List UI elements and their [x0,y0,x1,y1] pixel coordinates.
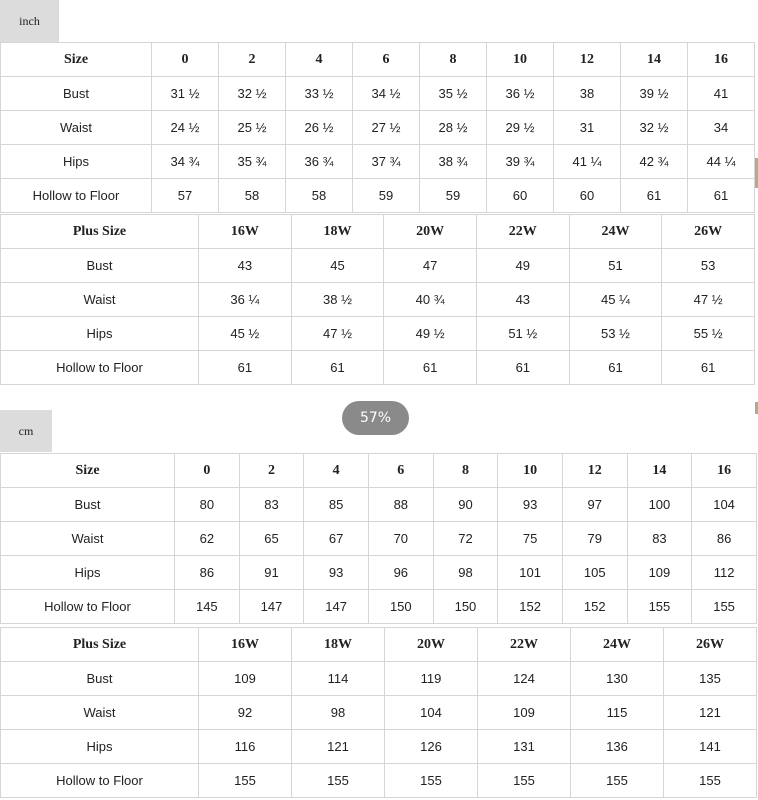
measurement-cell: 131 [478,730,571,764]
row-label: Hips [1,317,199,351]
measurement-cell: 141 [664,730,757,764]
measurement-cell: 34 ½ [353,77,420,111]
measurement-cell: 35 ½ [420,77,487,111]
column-header-size: 22W [478,628,571,662]
table-row [1,317,755,351]
measurement-cell: 60 [487,179,554,213]
measurement-cell: 155 [664,764,757,798]
measurement-cell: 37 ¾ [353,145,420,179]
measurement-cell: 85 [304,488,369,522]
inch-plus-size-table [0,214,755,385]
measurement-cell: 79 [562,522,627,556]
column-header-size: 26W [664,628,757,662]
measurement-cell: 45 ½ [199,317,292,351]
measurement-cell: 155 [478,764,571,798]
measurement-cell: 36 ¾ [286,145,353,179]
measurement-cell: 61 [199,351,292,385]
measurement-cell: 41 ¼ [554,145,621,179]
column-header-size: 18W [292,628,385,662]
measurement-cell: 51 ½ [476,317,569,351]
row-label: Hips [1,145,152,179]
column-header-size: 14 [621,43,688,77]
row-label: Hollow to Floor [1,179,152,213]
measurement-cell: 98 [292,696,385,730]
measurement-cell: 38 [554,77,621,111]
measurement-cell: 91 [239,556,304,590]
column-header-size: 12 [554,43,621,77]
measurement-cell: 34 ¾ [152,145,219,179]
column-header-size: 2 [219,43,286,77]
measurement-cell: 24 ½ [152,111,219,145]
measurement-cell: 116 [199,730,292,764]
column-header-size: 10 [487,43,554,77]
measurement-cell: 114 [292,662,385,696]
row-label: Waist [1,696,199,730]
measurement-cell: 155 [692,590,757,624]
row-label: Bust [1,488,175,522]
table-row [1,764,757,798]
measurement-cell: 51 [569,249,662,283]
table-row [1,145,755,179]
column-header-size: 8 [433,454,498,488]
table-row [1,77,755,111]
measurement-cell: 40 ¾ [384,283,477,317]
measurement-cell: 34 [688,111,755,145]
measurement-cell: 104 [385,696,478,730]
row-label: Hollow to Floor [1,351,199,385]
measurement-cell: 109 [478,696,571,730]
measurement-cell: 150 [433,590,498,624]
measurement-cell: 36 ¼ [199,283,292,317]
measurement-cell: 61 [476,351,569,385]
measurement-cell: 67 [304,522,369,556]
inch-standard-size-table [0,42,755,213]
column-header-size: 20W [385,628,478,662]
measurement-cell: 29 ½ [487,111,554,145]
table-row [1,351,755,385]
measurement-cell: 59 [420,179,487,213]
row-label: Waist [1,111,152,145]
measurement-cell: 130 [571,662,664,696]
measurement-cell: 135 [664,662,757,696]
measurement-cell: 115 [571,696,664,730]
measurement-cell: 45 ¼ [569,283,662,317]
measurement-cell: 32 ½ [219,77,286,111]
measurement-cell: 83 [239,488,304,522]
column-header-size: 4 [286,43,353,77]
measurement-cell: 61 [291,351,384,385]
row-label: Bust [1,249,199,283]
table-row [1,590,757,624]
measurement-cell: 101 [498,556,563,590]
measurement-cell: 112 [692,556,757,590]
measurement-cell: 152 [562,590,627,624]
measurement-cell: 61 [384,351,477,385]
measurement-cell: 121 [664,696,757,730]
measurement-cell: 44 ¼ [688,145,755,179]
measurement-cell: 124 [478,662,571,696]
measurement-cell: 53 ½ [569,317,662,351]
measurement-cell: 75 [498,522,563,556]
measurement-cell: 152 [498,590,563,624]
measurement-cell: 62 [175,522,240,556]
column-header-label: Size [1,43,152,77]
measurement-cell: 104 [692,488,757,522]
measurement-cell: 42 ¾ [621,145,688,179]
measurement-cell: 39 ¾ [487,145,554,179]
table-row [1,556,757,590]
table-row [1,662,757,696]
measurement-cell: 105 [562,556,627,590]
table-row [1,179,755,213]
measurement-cell: 155 [571,764,664,798]
column-header-size: 16 [688,43,755,77]
column-header-size: 8 [420,43,487,77]
measurement-cell: 155 [199,764,292,798]
column-header-size: 26W [662,215,755,249]
table-row [1,283,755,317]
column-header-size: 18W [291,215,384,249]
measurement-cell: 61 [662,351,755,385]
column-header-size: 24W [569,215,662,249]
row-label: Hollow to Floor [1,764,199,798]
table-header-row [1,43,755,77]
measurement-cell: 32 ½ [621,111,688,145]
cm-standard-size-table [0,453,757,624]
measurement-cell: 150 [368,590,433,624]
column-header-size: 16W [199,215,292,249]
measurement-cell: 53 [662,249,755,283]
measurement-cell: 57 [152,179,219,213]
measurement-cell: 41 [688,77,755,111]
column-header-size: 6 [368,454,433,488]
measurement-cell: 92 [199,696,292,730]
row-label: Waist [1,522,175,556]
measurement-cell: 31 [554,111,621,145]
measurement-cell: 155 [627,590,692,624]
measurement-cell: 26 ½ [286,111,353,145]
row-label: Hips [1,730,199,764]
measurement-cell: 43 [199,249,292,283]
column-header-size: 24W [571,628,664,662]
column-header-size: 4 [304,454,369,488]
table-row [1,249,755,283]
measurement-cell: 60 [554,179,621,213]
measurement-cell: 97 [562,488,627,522]
measurement-cell: 100 [627,488,692,522]
measurement-cell: 155 [292,764,385,798]
measurement-cell: 109 [627,556,692,590]
zoom-level-badge: 57% [342,401,409,435]
column-header-label: Plus Size [1,628,199,662]
measurement-cell: 49 ½ [384,317,477,351]
row-label: Hips [1,556,175,590]
measurement-cell: 38 ½ [291,283,384,317]
table-header-row [1,454,757,488]
measurement-cell: 121 [292,730,385,764]
measurement-cell: 90 [433,488,498,522]
table-row [1,111,755,145]
measurement-cell: 83 [627,522,692,556]
measurement-cell: 27 ½ [353,111,420,145]
table-header-row [1,215,755,249]
row-label: Waist [1,283,199,317]
column-header-size: 2 [239,454,304,488]
measurement-cell: 47 [384,249,477,283]
measurement-cell: 25 ½ [219,111,286,145]
column-header-size: 12 [562,454,627,488]
table-row [1,488,757,522]
table-row [1,730,757,764]
measurement-cell: 136 [571,730,664,764]
measurement-cell: 65 [239,522,304,556]
table-header-row [1,628,757,662]
column-header-size: 16 [692,454,757,488]
measurement-cell: 61 [621,179,688,213]
measurement-cell: 98 [433,556,498,590]
cm-plus-size-table [0,627,757,798]
measurement-cell: 86 [175,556,240,590]
measurement-cell: 61 [569,351,662,385]
measurement-cell: 45 [291,249,384,283]
column-header-size: 0 [175,454,240,488]
column-header-size: 6 [353,43,420,77]
measurement-cell: 72 [433,522,498,556]
measurement-cell: 49 [476,249,569,283]
measurement-cell: 119 [385,662,478,696]
measurement-cell: 43 [476,283,569,317]
column-header-size: 0 [152,43,219,77]
row-label: Hollow to Floor [1,590,175,624]
measurement-cell: 28 ½ [420,111,487,145]
measurement-cell: 61 [688,179,755,213]
measurement-cell: 93 [498,488,563,522]
column-header-size: 14 [627,454,692,488]
measurement-cell: 31 ½ [152,77,219,111]
measurement-cell: 96 [368,556,433,590]
table-row [1,696,757,730]
measurement-cell: 93 [304,556,369,590]
measurement-cell: 36 ½ [487,77,554,111]
measurement-cell: 59 [353,179,420,213]
column-header-label: Size [1,454,175,488]
measurement-cell: 58 [286,179,353,213]
column-header-label: Plus Size [1,215,199,249]
column-header-size: 22W [476,215,569,249]
measurement-cell: 35 ¾ [219,145,286,179]
measurement-cell: 33 ½ [286,77,353,111]
measurement-cell: 58 [219,179,286,213]
measurement-cell: 86 [692,522,757,556]
measurement-cell: 47 ½ [662,283,755,317]
column-header-size: 16W [199,628,292,662]
column-header-size: 20W [384,215,477,249]
measurement-cell: 55 ½ [662,317,755,351]
inch-tab[interactable]: inch [0,0,59,42]
measurement-cell: 70 [368,522,433,556]
table-row [1,522,757,556]
measurement-cell: 147 [304,590,369,624]
cm-tab[interactable]: cm [0,410,52,452]
measurement-cell: 147 [239,590,304,624]
measurement-cell: 155 [385,764,478,798]
measurement-cell: 145 [175,590,240,624]
measurement-cell: 38 ¾ [420,145,487,179]
measurement-cell: 88 [368,488,433,522]
measurement-cell: 80 [175,488,240,522]
measurement-cell: 47 ½ [291,317,384,351]
column-header-size: 10 [498,454,563,488]
measurement-cell: 109 [199,662,292,696]
measurement-cell: 126 [385,730,478,764]
row-label: Bust [1,77,152,111]
row-label: Bust [1,662,199,696]
measurement-cell: 39 ½ [621,77,688,111]
